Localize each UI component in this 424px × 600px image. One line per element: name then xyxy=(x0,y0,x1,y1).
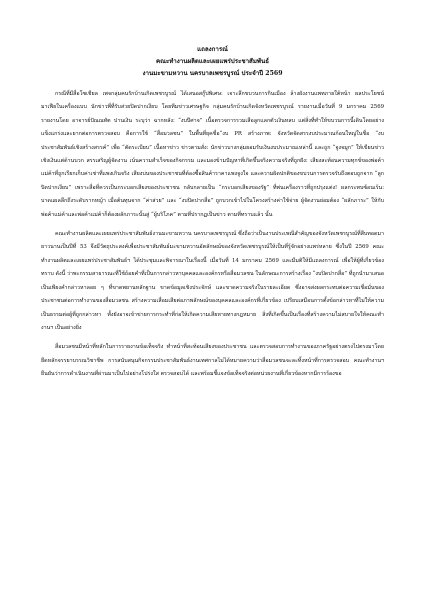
document-body xyxy=(41,88,384,382)
paragraph-media-role: สื่อมวลชนมีหน้าที่หลักในการรายงานข้อเท็จจริง ทำหน้าที่สะท้อนเสียงของประชาชน และตรวจสอบการทำงานของภาครัฐอย่างตรงไปตรงมาโดยยึดหลักจรรยาบรรณวิชาชีพ การสนับสนุนกิจกรรมประชาสัมพันธ์งานเทศกาลไม่ได้หมายความว่าสื่อมวลชนจะละทิ้งหน้าที่การตรวจสอบ คณะทำงานฯ ยืนยันว่าการดำเนินงานที่ผ่านมาเป็นไปอย่างโปร่งใส ตรวจสอบได้ และพร้อมชี้แจงข้อเท็จจริงต่อหน่วยงานที่เกี่ยวข้องหากมีการร้องขอ xyxy=(41,344,384,378)
committee-name: คณะทำงานผลิตและเผยแพร่ประชาสัมพันธ์ xyxy=(156,58,269,65)
paragraph-committee-statement: คณะทำงานผลิตและเผยแพร่ประชาสัมพันธ์งานมะขามหวาน นครบาลเพชรบูรณ์ ซึ่งถือว่าเป็นงานประเพณีสำคัญของจังหวัดเพชรบูรณ์ที่สืบทอดมายาวนานเป็นปีที่ 53 จึงมีวัตถุประสงค์เพื่อประชาสัมพันธ์มะขามหวานอัตลักษณ์ของจังหวัดเพชรบูรณ์ให้เป็นที่รู้จักอย่างแพร่หลาย ซึ่งในปี 2569 คณะทำงานผลิตและเผยแพร่ประชาสัมพันธ์ฯ ได้ประชุมและพิจารณาในเรื่องนี้ เมื่อวันที่ 14 มกราคม 2569 และมีมติให้มีแถลงการณ์ เพื่อให้ผู้ที่เกี่ยวข้องทราบ ดังนี้ ว่าพะกรรมสาธารณะที่ใช้ถ้อยคำที่เป็นการกล่าวหาบุคคลและองค์กรหรือสื่อมวลชน ในลักษณะการสร้างเรื่อง “งบปิดปากสื่อ” ที่ถูกนำมาเสนอ เป็นเพียงคำกล่าวหาลอย ๆ ที่ขาดพยานหลักฐาน ขาดข้อมูลเชิงประจักษ์ และขาดความจริงในรายละเอียด ซึ่งอาจส่งผลกระทบต่อความเชื่อมั่นของประชาชนต่อการทำงานของสื่อมวลชน สร้างความเสื่อมเสียต่อภาพลักษณ์ของบุคคลและองค์กรที่เกี่ยวข้อง เปรียบเสมือนการตั้งข้อกล่าวหาที่ไม่ให้ความเป็นธรรมต่อผู้ที่ถูกกล่าวหา ทั้งยังอาจเข้าข่ายการกระทำที่ก่อให้เกิดความเสียหายทางกฎหมาย สิ่งที่เกิดขึ้นเป็นเรื่องที่สร้างความไม่สบายใจให้คณะทำงานฯ เป็นอย่างยิ่ง xyxy=(41,231,384,331)
document-header xyxy=(41,44,384,80)
event-name: งานมะขามหวาน นครบาลเพชรบูรณ์ ประจำปี 2569 xyxy=(142,70,283,77)
paragraph-background: กรณีที่มีสื่อโซเชียล เพจกลุ่มคนรักบ้านเกิดเพชรบูรณ์ ได้เสนอสกู๊ปพิเศษ: เจาะลึกขบวนการกินเมือง ล้างผังงานแพทภายใต้หน้า ผลประโยชน์มาเฟียในเครื่องแบบ นักข่าวพี่ที่รับส่วยปิดปากเงียบ โดยทีมข่าวเศรษฐกิจ กลุ่มคนรักบ้านเกิดจังหวัดเพชรบูรณ์ รายงานเมื่อวันที่ 9 มกราคม 2569 รายงานโดย อาจารย์ปัณณทัต ปานเงิน ระบุว่า ฉากหลัง: “งบปีศาจ” เนื้อตรวจการรวมเสือลูกแลกตัวเงินหลบ แต่สิ่งที่ทำให้ขบวนการนี้เดินโดยอย่างแข็งแกร่งและยากต่อการตรวจสอบ คือการใช้ “สื่อมวลชน” ในพื้นที่ยุคชื่อ“งบ PR สร้างภาพ: จังหวัดจัดสรรงบประมาณก้อนใหญ่ในชื่อ “งบประชาสัมพันธ์เชิงสร้างสรรค์” เพื่อ “ตัดระเบียบ” เนื้อหาข่าว ข่าวตามสั่ง: นักข่าวบางกลุ่มยอมรับเงินงบประมาณเหล่านี้ และถูก “จูงจมูก” ให้เขียนข่าวเชิงเงินแต่ด้านบวก สรรเสริญผู้จัดงาน เน้นความสำเร็จของกิจกรรม และมองข้ามปัญหาที่เกิดขึ้นจริงความจริงที่ถูกฝัง: เสียงสะท้อนความทุกข์ของพ่อค้าแม่ค้าที่ถูกเรียกเก็บค่าเช่าที่แพงเกินจริง เสียงบ่นของประชาชนที่ต้องซื้อสินค้าราคาแพงจูงใจ และความผิดปกติของขบวนการตรวจรับถึงตอบถูกจาก “ลูกปิดปากเงียบ” เพราะสื่อที่ควรเป็นกระบอกเสียงของประชาชน กลับกลายเป็น “กระบอกเสียงของรัฐ” ที่พ่นเครื่องราวที่ถูกปรุงแต่ง! ผลกระทบซ้อนเร้น: บาดแผลลึกถึงระดับรากหญ้า เมื่อต้นทุนจาก “ค่าส่วย” และ “งบปิดปากสื่อ” ถูกบวกเข้าไปในโครงสร้างค่าใช้จ่าย ผู้จัดงานย่อมต้อง “ผลักภาระ” ให้กับพ่อค้าแม่ค้าและพ่อค้าแม่ค้าก็ต้องผลักภาระนั้นสู่ “ผู้บริโภค” ตามที่ปรากฏเป็นข่าว ตามที่ทราบแล้ว นั้น xyxy=(41,91,384,218)
document-heading: แถลงการณ์ xyxy=(197,46,228,53)
